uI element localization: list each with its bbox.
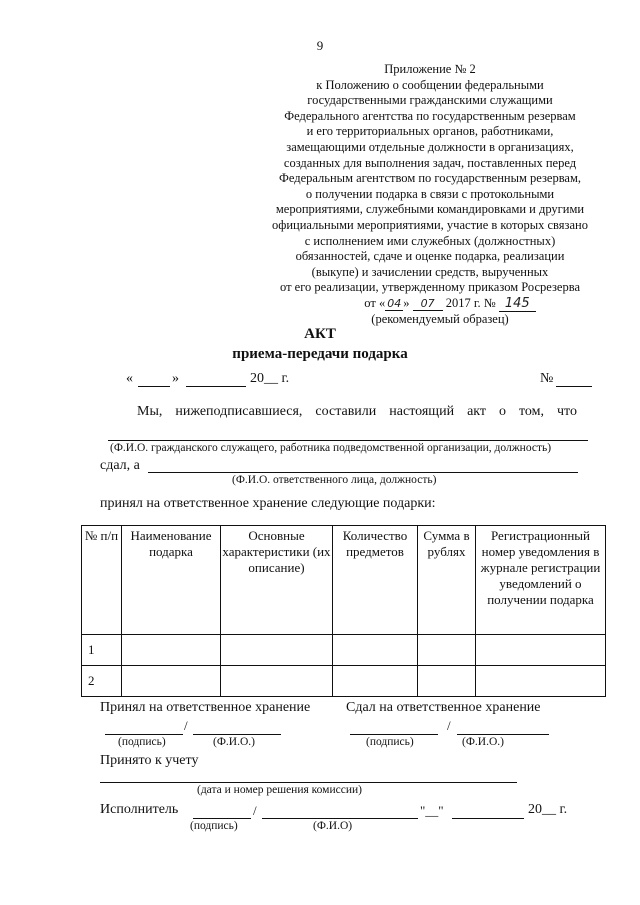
handed-slash: / (447, 718, 451, 733)
appendix-line: Приложение № 2 (384, 62, 476, 76)
accepted-storage-label: Принял на ответственное хранение (100, 700, 311, 715)
responsible-caption: (Ф.И.О. ответственного лица, должность) (232, 474, 437, 486)
table-cell (418, 666, 476, 697)
order-day: 04 (387, 296, 402, 310)
handed-fio-blank (457, 734, 549, 735)
table-cell (418, 635, 476, 666)
act-subtitle: приема-передачи подарка (232, 346, 408, 362)
appendix-line: Федеральным агентством по государственным резервам, (278, 171, 582, 186)
act-number-blank (556, 386, 592, 387)
accepted-slash: / (184, 718, 188, 733)
table-cell (221, 635, 333, 666)
responsible-blank-line (148, 472, 578, 473)
order-date-prefix: от « (364, 295, 386, 310)
column-header: Регистрационный номер уведомления в журнале регистрации уведомлений о получении подарка (476, 526, 606, 635)
order-date-line (270, 296, 630, 312)
column-header: Сумма в рублях (418, 526, 476, 635)
act-number-label: № (540, 371, 554, 386)
date-year: 20__ г. (250, 371, 290, 386)
order-month: 07 (413, 297, 443, 311)
appendix-header (230, 62, 630, 327)
executor-month-blank (452, 818, 524, 819)
date-month-blank (186, 386, 246, 387)
executor-date-quotes: "__" (420, 803, 444, 818)
table-cell (333, 635, 418, 666)
handed-storage-label: Сдал на ответственное хранение (346, 700, 541, 715)
column-header: Количество предметов (333, 526, 418, 635)
table-row (82, 635, 606, 666)
executor-signature-blank (193, 818, 251, 819)
appendix-line: (выкупе) и зачислении средств, вырученных (311, 264, 549, 279)
date-open-quote: « (126, 371, 133, 386)
table-cell: 2 (82, 666, 122, 697)
executor-slash: / (253, 803, 257, 818)
accepted-text: принял на ответственное хранение следующие подарки: (100, 496, 436, 511)
intro-word: том, (518, 404, 545, 419)
decision-blank-line (100, 782, 517, 783)
appendix-line: к Положению о сообщении федеральными (316, 77, 544, 92)
appendix-line: Федерального агентства по государственным резервам (284, 108, 576, 123)
accepted-fio-blank (193, 734, 281, 735)
accepted-signature-blank (105, 734, 183, 735)
appendix-line: официальными мероприятиями, участие в которых связано (272, 217, 588, 232)
table-cell (122, 666, 221, 697)
table-cell (476, 635, 606, 666)
table-cell (333, 666, 418, 697)
intro-word: что (557, 404, 577, 419)
fio-caption: (Ф.И.О. гражданского служащего, работника подведомственной организации, должность) (110, 442, 552, 454)
handed-signature-caption: (подпись) (366, 736, 414, 748)
executor-fio-caption: (Ф.И.О) (313, 820, 353, 832)
intro-word: о (499, 404, 506, 419)
sample-note: (рекомендуемый образец) (371, 311, 509, 326)
intro-word: настоящий (389, 404, 455, 419)
date-day-blank (138, 386, 170, 387)
handed-fio-caption: (Ф.И.О.) (462, 736, 504, 748)
date-close-quote: » (172, 371, 179, 386)
page-number: 9 (316, 38, 324, 53)
decision-caption: (дата и номер решения комиссии) (197, 784, 362, 796)
executor-year: 20__ г. (528, 802, 568, 817)
appendix-line: с исполнением ими служебных (должностных) (304, 233, 556, 248)
appendix-line: от его реализации, утвержденному приказом Росрезерва (279, 280, 580, 295)
intro-word: составили (315, 404, 377, 419)
intro-word: нижеподписавшиеся, (175, 404, 303, 419)
table-cell (476, 666, 606, 697)
executor-signature-caption: (подпись) (190, 820, 238, 832)
table-cell (221, 666, 333, 697)
order-year: 2017 г. № (445, 295, 496, 310)
intro-text (137, 404, 577, 420)
column-header: Наименование подарка (122, 526, 221, 635)
gifts-table (81, 525, 606, 697)
appendix-line: и его территориальных органов, работниками, (306, 124, 554, 139)
accepted-fio-caption: (Ф.И.О.) (213, 736, 255, 748)
act-title: АКТ (304, 326, 336, 342)
handed-prefix: сдал, а (100, 458, 140, 473)
appendix-line: обязанностей, сдаче и оценке подарка, реализации (295, 249, 565, 264)
table-header-row (82, 526, 606, 635)
appendix-line: замещающими отдельные должности в организациях, (286, 139, 574, 154)
fio-blank-line (108, 440, 588, 441)
table-row (82, 666, 606, 697)
column-header: Основные характеристики (их описание) (221, 526, 333, 635)
table-cell (122, 635, 221, 666)
executor-fio-blank (262, 818, 418, 819)
table-cell: 1 (82, 635, 122, 666)
accepted-signature-caption: (подпись) (118, 736, 166, 748)
order-number: 145 (499, 296, 536, 312)
intro-word: Мы, (137, 404, 163, 419)
appendix-line: мероприятиями, служебными командировками и другими (275, 202, 585, 217)
handed-signature-blank (350, 734, 438, 735)
order-date-mid: » (403, 295, 410, 310)
appendix-line: государственными гражданскими служащими (307, 93, 553, 108)
appendix-line: о получении подарка в связи с протокольными (305, 186, 555, 201)
executor-label: Исполнитель (100, 802, 179, 817)
intro-word: акт (467, 404, 487, 419)
registered-label: Принято к учету (100, 753, 199, 768)
appendix-line: созданных для выполнения задач, поставленных перед (283, 155, 577, 170)
column-header: № п/п (82, 526, 122, 635)
